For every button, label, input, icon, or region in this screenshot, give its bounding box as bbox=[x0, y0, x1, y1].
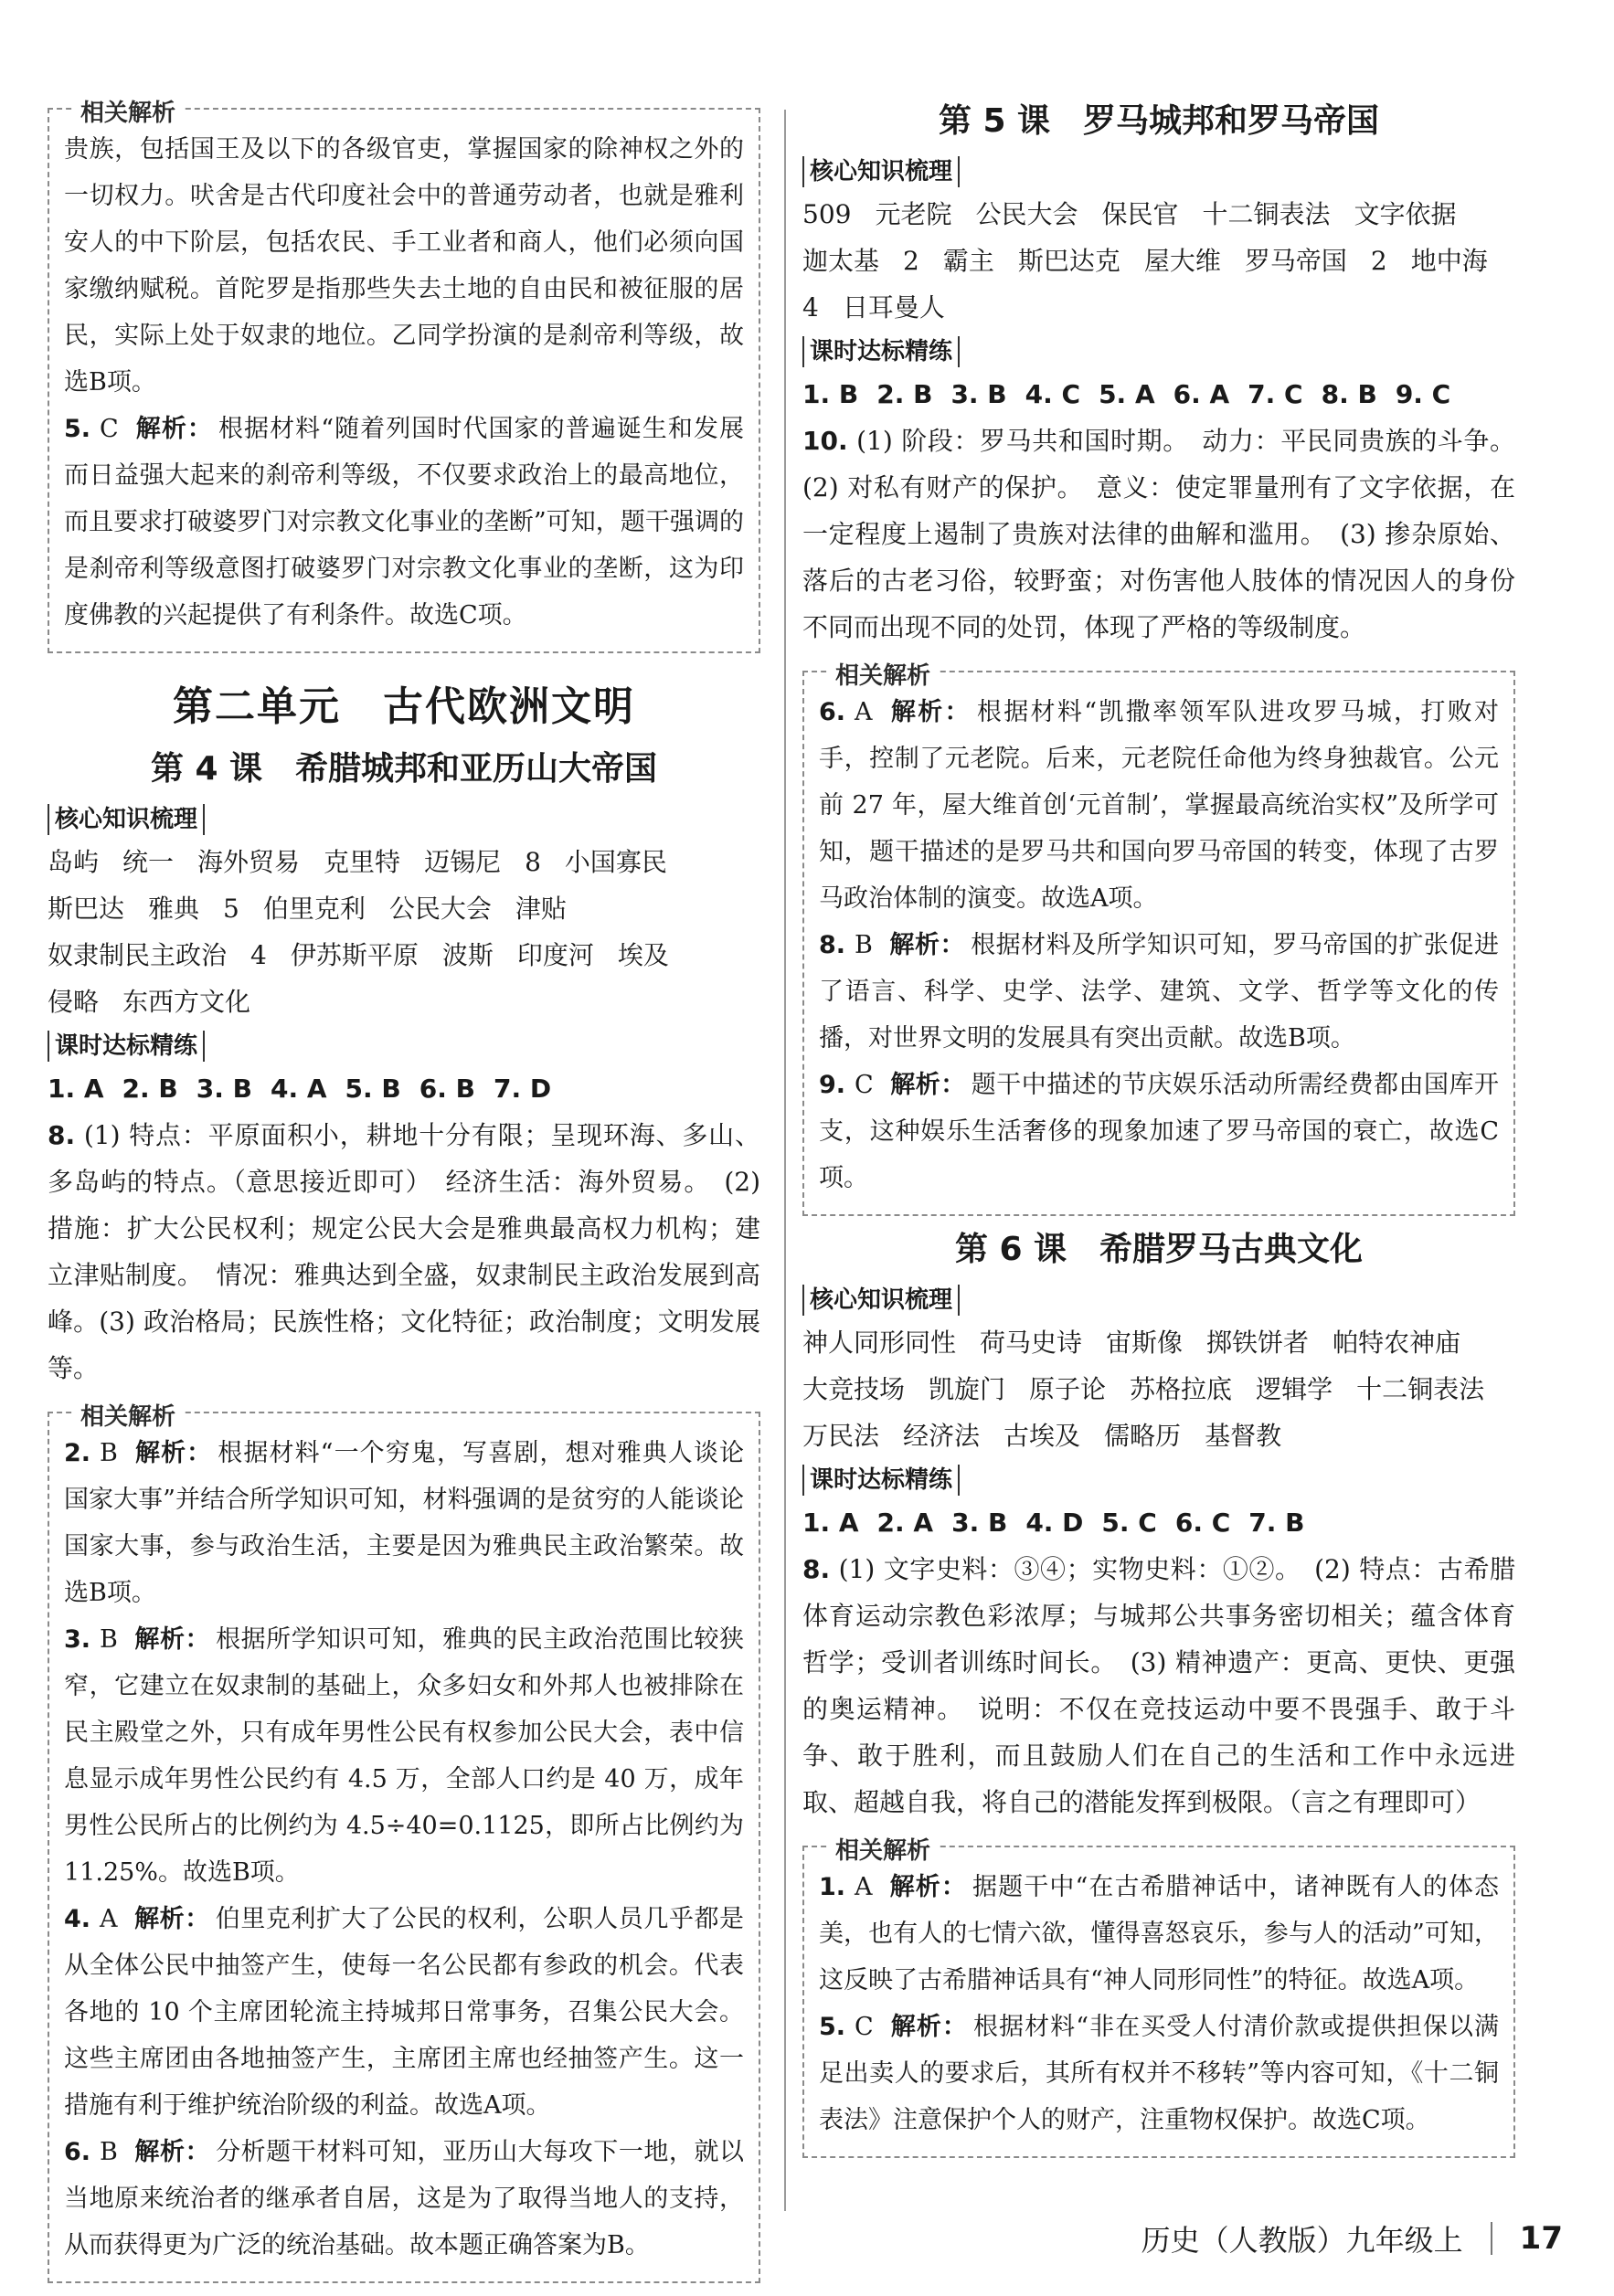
choice-answer: 7. C bbox=[1248, 379, 1303, 409]
analysis-item bbox=[819, 1062, 1499, 1201]
term: 日耳曼人 bbox=[842, 292, 945, 323]
term: 侵略 bbox=[48, 987, 100, 1017]
multiple-choice-answers bbox=[48, 1065, 760, 1112]
term: 逻辑学 bbox=[1256, 1374, 1333, 1404]
answer-letter: A bbox=[100, 1905, 118, 1933]
term: 荷马史诗 bbox=[980, 1328, 1083, 1358]
analysis-text: 分析题干材料可知，亚历山大每攻下一地，就以当地原来统治者的继承者自居，这是为了取得当地人的支持，从而获得更为广泛的统治基础。故本题正确答案为B。 bbox=[64, 2138, 745, 2259]
term: 公民大会 bbox=[975, 199, 1078, 229]
term: 掷铁饼者 bbox=[1206, 1328, 1310, 1358]
answer-letter: B bbox=[100, 1439, 118, 1467]
analysis-box bbox=[802, 1837, 1515, 2158]
analysis-box bbox=[48, 1403, 760, 2283]
term: 统一 bbox=[122, 847, 175, 877]
term: 十二铜表法 bbox=[1356, 1374, 1485, 1404]
term: 东西方文化 bbox=[122, 987, 251, 1017]
left-column bbox=[48, 101, 760, 2291]
analysis-item bbox=[64, 1430, 744, 1616]
analysis-label: 解析： bbox=[133, 1439, 213, 1467]
lesson-title: 第 4 课 希腊城邦和亚历山大帝国 bbox=[150, 750, 658, 788]
core-knowledge-terms bbox=[802, 1319, 1515, 1459]
analysis-item bbox=[819, 689, 1499, 922]
answer-letter: B bbox=[100, 1625, 118, 1654]
analysis-item bbox=[819, 1864, 1499, 2004]
term: 印度河 bbox=[516, 940, 594, 970]
choice-answer: 5. A bbox=[1099, 379, 1155, 409]
question-number: 1. bbox=[819, 1873, 846, 1901]
term: 4 bbox=[250, 940, 267, 970]
question-number: 8. bbox=[48, 1120, 76, 1150]
choice-answer: 5. C bbox=[1101, 1508, 1157, 1538]
analysis-box-label: 相关解析 bbox=[73, 94, 183, 128]
analysis-text: 伯里克利扩大了公民的权利，公职人员几乎都是从全体公民中抽签产生，使每一名公民都有参政的机会。代表各地的 10 个主席团轮流主持城邦日常事务，召集公民大会。这些主席团由各地抽签产生，主席团主席也经抽签产生。这一措施有利于维护统治阶级的利益。故选A项。 bbox=[64, 1905, 745, 2120]
term: 克里特 bbox=[324, 847, 401, 877]
analysis-label: 解析： bbox=[133, 2138, 211, 2166]
choice-answer: 2. A bbox=[876, 1508, 934, 1538]
term: 伯里克利 bbox=[262, 894, 366, 924]
choice-answer: 1. B bbox=[802, 379, 859, 409]
term: 小国寡民 bbox=[564, 847, 667, 877]
term: 古埃及 bbox=[1003, 1421, 1081, 1451]
choice-answer: 4. D bbox=[1025, 1508, 1084, 1538]
choice-answer: 1. A bbox=[802, 1508, 859, 1538]
analysis-text: 根据所学知识可知，雅典的民主政治范围比较狭窄，它建立在奴隶制的基础上，众多妇女和外邦人也被排除在民主殿堂之外，只有成年男性公民有权参加公民大会，表中信息显示成年男性公民约有 4.5 万，全部人口约是 40 万，成年男性公民所占的比例约为 4.5÷40=0.1125，即所占比例约为 11.25%。故选B项。 bbox=[64, 1625, 745, 1887]
term: 4 bbox=[802, 292, 819, 323]
subject-label: 历史（人教版）九年级上 bbox=[1141, 2223, 1463, 2258]
analysis-label: 解析： bbox=[133, 1905, 210, 1933]
multiple-choice-answers bbox=[802, 1499, 1515, 1546]
term: 神人同形同性 bbox=[802, 1328, 957, 1358]
term: 埃及 bbox=[617, 940, 669, 970]
choice-answer: 1. A bbox=[48, 1074, 104, 1104]
term: 509 bbox=[802, 199, 852, 229]
analysis-item bbox=[64, 406, 744, 639]
unit-title: 第二单元 古代欧洲文明 bbox=[173, 683, 635, 730]
analysis-box bbox=[802, 662, 1515, 1216]
lesson-title: 第 6 课 希腊罗马古典文化 bbox=[954, 1231, 1364, 1268]
choice-answer: 8. B bbox=[1321, 379, 1377, 409]
term: 2 bbox=[1370, 246, 1387, 276]
term: 迈锡尼 bbox=[424, 847, 502, 877]
question-answer bbox=[802, 418, 1515, 651]
question-answer bbox=[802, 1546, 1515, 1825]
core-knowledge-terms bbox=[48, 839, 760, 1025]
analysis-text: 据题干中“在古希腊神话中，诸神既有人的体态美，也有人的七情六欲，懂得喜怒哀乐，参与人的活动”可知，这反映了古希腊神话具有“神人同形同性”的特征。故选A项。 bbox=[819, 1873, 1500, 1994]
term: 2 bbox=[903, 246, 919, 276]
term: 波斯 bbox=[441, 940, 494, 970]
term: 大竞技场 bbox=[802, 1374, 906, 1404]
section-heading: 课时达标精练 bbox=[802, 336, 960, 367]
analysis-label: 解析： bbox=[133, 1625, 211, 1654]
term: 伊苏斯平原 bbox=[290, 940, 419, 970]
answer-letter: B bbox=[100, 2138, 118, 2166]
question-number: 6. bbox=[64, 2138, 91, 2166]
question-number: 5. bbox=[819, 2013, 846, 2041]
question-answer bbox=[48, 1112, 760, 1391]
answer-letter: A bbox=[855, 1873, 873, 1901]
term: 5 bbox=[223, 894, 239, 924]
term: 罗马帝国 bbox=[1244, 246, 1347, 276]
term: 8 bbox=[525, 847, 541, 877]
analysis-text: 题干中描述的节庆娱乐活动所需经费都由国库开支，这种娱乐生活奢侈的现象加速了罗马帝国的衰亡，故选C项。 bbox=[819, 1071, 1499, 1192]
page-number: 17 bbox=[1519, 2220, 1563, 2257]
term: 雅典 bbox=[148, 894, 200, 924]
term: 苏格拉底 bbox=[1130, 1374, 1233, 1404]
answer-letter: C bbox=[100, 415, 119, 443]
analysis-label: 解析： bbox=[134, 415, 213, 443]
choice-answer: 9. C bbox=[1395, 379, 1451, 409]
section-heading: 课时达标精练 bbox=[802, 1465, 960, 1496]
choice-answer: 6. A bbox=[1173, 379, 1230, 409]
choice-answer: 4. A bbox=[270, 1074, 327, 1104]
analysis-box-label: 相关解析 bbox=[828, 1832, 938, 1866]
term: 斯巴达克 bbox=[1017, 246, 1120, 276]
analysis-label: 解析： bbox=[888, 931, 966, 959]
analysis-item bbox=[64, 1616, 744, 1896]
term: 奴隶制民主政治 bbox=[48, 940, 228, 970]
term: 儒略历 bbox=[1104, 1421, 1182, 1451]
section-heading: 核心知识梳理 bbox=[802, 1285, 960, 1316]
section-heading: 核心知识梳理 bbox=[48, 804, 205, 835]
analysis-text: 根据材料“凯撒率领军队进攻罗马城，打败对手，控制了元老院。后来，元老院任命他为终身独裁官。公元前 27 年，屋大维首创‘元首制’，掌握最高统治实权”及所学可知，题干描述的是罗马共和国向罗马帝国的转变，体现了古罗马政治体制的演变。故选A项。 bbox=[819, 698, 1500, 913]
answer-letter: B bbox=[855, 931, 873, 959]
question-number: 3. bbox=[64, 1625, 91, 1654]
term: 凯旋门 bbox=[929, 1374, 1006, 1404]
term: 经济法 bbox=[903, 1421, 981, 1451]
answer-letter: C bbox=[855, 1071, 874, 1099]
question-number: 5. bbox=[64, 415, 91, 443]
analysis-item bbox=[819, 922, 1499, 1062]
section-heading: 核心知识梳理 bbox=[802, 156, 960, 187]
term: 公民大会 bbox=[388, 894, 492, 924]
section-heading: 课时达标精练 bbox=[48, 1031, 205, 1062]
multiple-choice-answers bbox=[802, 371, 1515, 418]
choice-answer: 6. B bbox=[419, 1074, 475, 1104]
term: 保民官 bbox=[1101, 199, 1179, 229]
term: 帕特农神庙 bbox=[1333, 1328, 1461, 1358]
analysis-item bbox=[64, 1896, 744, 2129]
choice-answer: 6. C bbox=[1174, 1508, 1231, 1538]
page-footer bbox=[1141, 2217, 1563, 2259]
analysis-text: 贵族，包括国王及以下的各级官吏，掌握国家的除神权之外的一切权力。吠舍是古代印度社会中的普通劳动者，也就是雅利安人的中下阶层，包括农民、手工业者和商人，他们必须向国家缴纳赋税。首陀罗是指那些失去土地的自由民和被征服的居民，实际上处于奴隶的地位。乙同学扮演的是刹帝利等级，故选B项。 bbox=[64, 135, 744, 397]
core-knowledge-terms bbox=[802, 191, 1515, 331]
answer-text: (1) 文字史料：③④；实物史料：①②。 (2) 特点：古希腊体育运动宗教色彩浓厚；与城邦公共事务密切相关；蕴含体育哲学；受训者训练时间长。 (3) 精神遗产：更高、更快、更强的奥运精神。 说明：不仅在竞技运动中要不畏强手、敢于斗争、敢于胜利，而且鼓励人们在自己的生活和工作中永远进取、超越自我，将自己的潜能发挥到极限。（言之有理即可） bbox=[802, 1554, 1515, 1817]
question-number: 2. bbox=[64, 1439, 91, 1467]
question-number: 6. bbox=[819, 698, 846, 726]
question-number: 8. bbox=[819, 931, 846, 959]
question-number: 4. bbox=[64, 1905, 91, 1933]
term: 文字依据 bbox=[1354, 199, 1457, 229]
term: 十二铜表法 bbox=[1202, 199, 1331, 229]
term: 宙斯像 bbox=[1106, 1328, 1184, 1358]
term: 基督教 bbox=[1205, 1421, 1282, 1451]
choice-answer: 4. C bbox=[1025, 379, 1081, 409]
question-number: 10. bbox=[802, 426, 848, 456]
term: 津贴 bbox=[515, 894, 567, 924]
analysis-item bbox=[64, 2129, 744, 2269]
analysis-text: 根据材料及所学知识可知，罗马帝国的扩张促进了语言、科学、史学、法学、建筑、文学、哲学等文化的传播，对世界文明的发展具有突出贡献。故选B项。 bbox=[819, 931, 1500, 1053]
analysis-label: 解析： bbox=[889, 1071, 966, 1099]
analysis-box bbox=[48, 100, 760, 653]
analysis-text: 根据材料“非在买受人付清价款或提供担保以满足出卖人的要求后，其所有权并不移转”等内容可知，《十二铜表法》注意保护个人的财产，注重物权保护。故选C项。 bbox=[819, 2013, 1499, 2134]
answer-letter: C bbox=[855, 2013, 874, 2041]
choice-answer: 2. B bbox=[876, 379, 933, 409]
analysis-item bbox=[819, 2004, 1499, 2143]
right-column bbox=[802, 95, 1515, 2165]
term: 万民法 bbox=[802, 1421, 880, 1451]
analysis-label: 解析： bbox=[889, 2013, 968, 2041]
term: 屋大维 bbox=[1143, 246, 1221, 276]
lesson-title: 第 5 课 罗马城邦和罗马帝国 bbox=[938, 102, 1380, 140]
answer-text: (1) 阶段：罗马共和国时期。 动力：平民同贵族的斗争。(2) 对私有财产的保护。 意义：使定罪量刑有了文字依据，在一定程度上遏制了贵族对法律的曲解和滥用。 (3) 掺杂原始、落后的古老习俗，较野蛮；对伤害他人肢体的情况因人的身份不同而出现不同的处罚，体现了严格的等级制度。 bbox=[802, 426, 1515, 642]
term: 元老院 bbox=[875, 199, 952, 229]
choice-answer: 3. B bbox=[951, 1508, 1008, 1538]
question-number: 8. bbox=[802, 1554, 831, 1584]
term: 迦太基 bbox=[802, 246, 880, 276]
term: 地中海 bbox=[1410, 246, 1488, 276]
analysis-text: 根据材料“随着列国时代国家的普遍诞生和发展而日益强大起来的刹帝利等级，不仅要求政治上的最高地位，而且要求打破婆罗门对宗教文化事业的垄断”可知，题干强调的是刹帝利等级意图打破婆罗门对宗教文化事业的垄断，这为印度佛教的兴起提供了有利条件。故选C项。 bbox=[64, 415, 744, 630]
analysis-box-label: 相关解析 bbox=[73, 1398, 183, 1432]
choice-answer: 3. B bbox=[950, 379, 1007, 409]
analysis-label: 解析： bbox=[888, 698, 972, 726]
term: 霸主 bbox=[942, 246, 994, 276]
answer-letter: A bbox=[855, 698, 873, 726]
choice-answer: 5. B bbox=[345, 1074, 401, 1104]
choice-answer: 2. B bbox=[122, 1074, 178, 1104]
term: 海外贸易 bbox=[197, 847, 301, 877]
choice-answer: 7. B bbox=[1248, 1508, 1305, 1538]
analysis-label: 解析： bbox=[888, 1873, 967, 1901]
term: 原子论 bbox=[1029, 1374, 1107, 1404]
answer-text: (1) 特点：平原面积小，耕地十分有限；呈现环海、多山、多岛屿的特点。（意思接近即可） 经济生活：海外贸易。 (2) 措施：扩大公民权利；规定公民大会是雅典最高权力机构；建立津贴制度。 情况：雅典达到全盛，奴隶制民主政治发展到高峰。(3) 政治格局；民族性格；文化特征；政治制度；文明发展等。 bbox=[48, 1120, 760, 1383]
choice-answer: 3. B bbox=[196, 1074, 252, 1104]
question-number: 9. bbox=[819, 1071, 846, 1099]
term: 斯巴达 bbox=[48, 894, 125, 924]
footer-divider bbox=[1491, 2222, 1492, 2255]
analysis-text: 根据材料“一个穷鬼，写喜剧，想对雅典人谈论国家大事”并结合所学知识可知，材料强调的是贫穷的人能谈论国家大事，参与政治生活，主要是因为雅典民主政治繁荣。故选B项。 bbox=[64, 1439, 744, 1607]
choice-answer: 7. D bbox=[493, 1074, 552, 1104]
term: 岛屿 bbox=[48, 847, 100, 877]
column-divider bbox=[784, 110, 786, 2211]
analysis-box-label: 相关解析 bbox=[828, 657, 938, 691]
